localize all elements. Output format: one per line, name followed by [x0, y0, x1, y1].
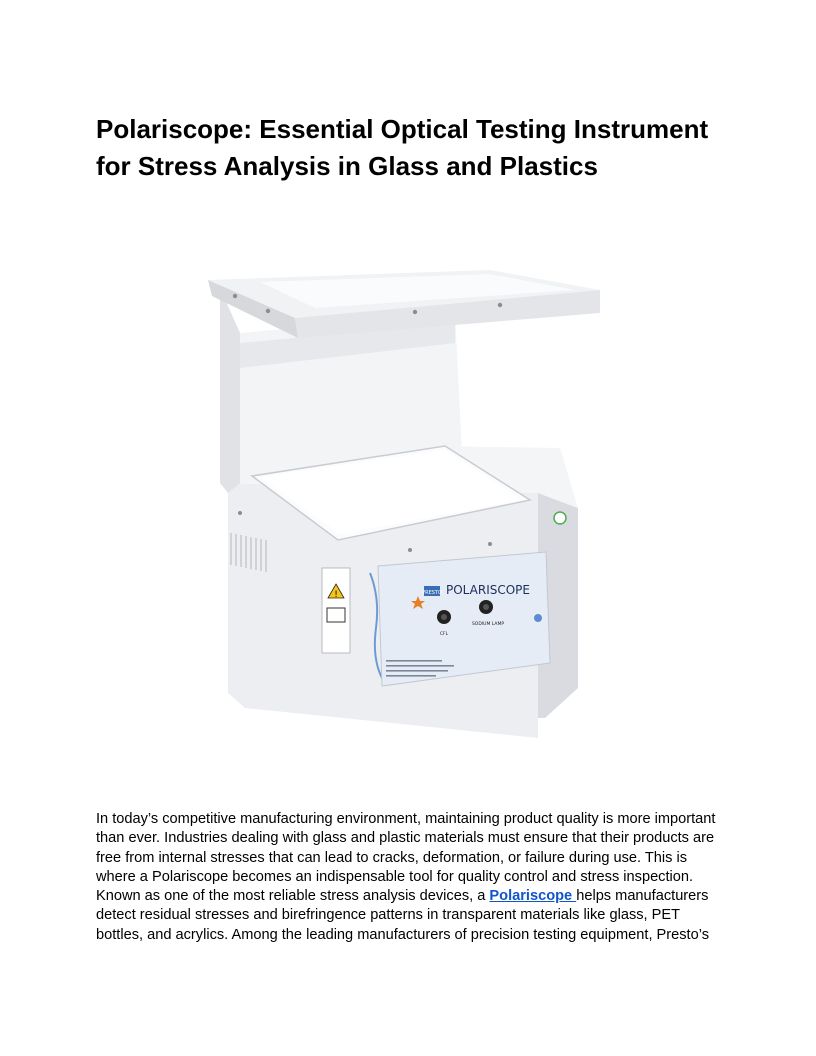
- paragraph-text-before-link: In today’s competitive manufacturing environment, maintaining product quality is more important than ever. Industries dealing with glass and plastic materials must ensure that their products are free from internal stresses that can lead to cracks, deformation, or failure during use. This is where a Polariscope becomes an indispensable tool for quality control and stress inspection. Known as one of the most reliable stress analysis devices, a: [96, 811, 716, 905]
- panel-brand-label: PRESTO: [422, 590, 442, 596]
- panel-switch-right-label: SODIUM LAMP: [471, 622, 505, 627]
- paragraph-text-after-link: helps manufacturers detect residual stresses and birefringence patterns in transparent materials like glass, PET bottles, and acrylics. Among the leading manufacturers of precision testing equipment, Presto’s: [96, 888, 710, 943]
- polariscope-link[interactable]: Polariscope: [489, 888, 577, 905]
- panel-product-name: POLARISCOPE: [446, 583, 530, 597]
- body-paragraph: [96, 810, 726, 945]
- page-title: Polariscope: Essential Optical Testing Instrument for Stress Analysis in Glass and Plastics: [96, 114, 709, 181]
- svg-text:!: !: [334, 590, 338, 600]
- panel-switch-left-label: CFL: [439, 632, 449, 637]
- polariscope-product-image: [200, 268, 600, 748]
